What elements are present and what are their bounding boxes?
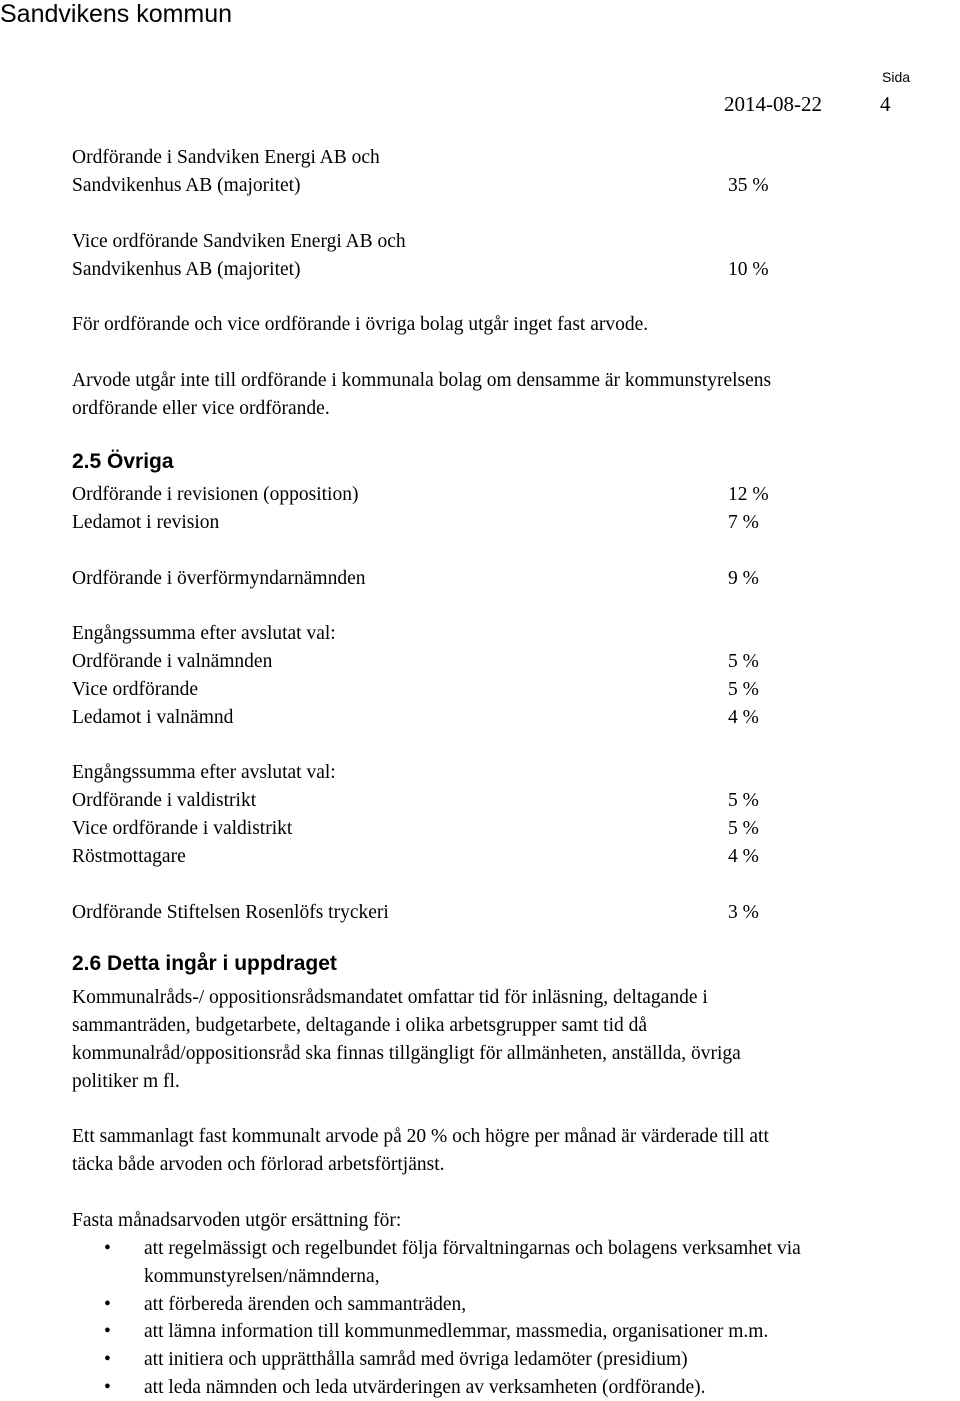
chair-label-line1: Ordförande i Sandviken Energi AB och: [72, 147, 380, 168]
bullet-icon: •: [104, 1349, 111, 1370]
note-other-companies: För ordförande och vice ordförande i övriga bolag utgår inget fast arvode.: [72, 314, 649, 335]
row-pct: 9 %: [728, 568, 759, 589]
paragraph-line: Kommunalråds-/ oppositionsrådsmandatet omfattar tid för inläsning, deltagande i: [72, 987, 708, 1008]
chair-pct: 35 %: [728, 175, 769, 196]
row-label: Ordförande i valdistrikt: [72, 790, 257, 811]
row-label: Ordförande Stiftelsen Rosenlöfs tryckeri: [72, 902, 389, 923]
bullet-text: att förbereda ärenden och sammanträden,: [144, 1294, 467, 1315]
vice-label-line2: Sandvikenhus AB (majoritet): [72, 259, 301, 280]
row-pct: 5 %: [728, 790, 759, 811]
note-municipal-companies-line1: Arvode utgår inte till ordförande i kommunala bolag om densamme är kommunstyrelsens: [72, 370, 772, 391]
row-label: Vice ordförande: [72, 679, 199, 700]
organization-name: Sandvikens kommun: [0, 0, 233, 28]
row-pct: 5 %: [728, 651, 759, 672]
vice-pct: 10 %: [728, 259, 769, 280]
row-label: Ordförande i överförmyndarnämnden: [72, 568, 366, 589]
row-pct: 4 %: [728, 707, 759, 728]
bullet-icon: •: [104, 1377, 111, 1398]
paragraph-line: sammanträden, budgetarbete, deltagande i olika arbetsgrupper samt tid då: [72, 1015, 648, 1036]
row-label: Röstmottagare: [72, 846, 186, 867]
note-municipal-companies-line2: ordförande eller vice ordförande.: [72, 398, 330, 419]
bullet-icon: •: [104, 1238, 111, 1259]
bullet-text: att lämna information till kommunmedlemmar, massmedia, organisationer m.m.: [144, 1321, 769, 1342]
row-pct: 12 %: [728, 484, 769, 505]
bullet-icon: •: [104, 1294, 111, 1315]
paragraph-line: kommunalråd/oppositionsråd ska finnas tillgängligt för allmänheten, anställda, övriga: [72, 1043, 741, 1064]
row-label: Ordförande i revisionen (opposition): [72, 484, 359, 505]
row-label: Ordförande i valnämnden: [72, 651, 273, 672]
row-label: Engångssumma efter avslutat val:: [72, 623, 336, 644]
section-heading-ovriga: 2.5 Övriga: [72, 450, 174, 473]
row-label: Vice ordförande i valdistrikt: [72, 818, 293, 839]
chair-label-line2: Sandvikenhus AB (majoritet): [72, 175, 301, 196]
page-number: 4: [880, 92, 891, 116]
row-label: Ledamot i revision: [72, 512, 220, 533]
bullet-text: att regelmässigt och regelbundet följa förvaltningarnas och bolagens verksamhet via: [144, 1238, 801, 1259]
bullet-text: att initiera och upprätthålla samråd med övriga ledamöter (presidium): [144, 1349, 688, 1370]
paragraph-line: täcka både arvoden och förlorad arbetsförtjänst.: [72, 1154, 445, 1175]
row-pct: 5 %: [728, 679, 759, 700]
row-label: Ledamot i valnämnd: [72, 707, 234, 728]
row-label: Engångssumma efter avslutat val:: [72, 762, 336, 783]
row-pct: 3 %: [728, 902, 759, 923]
document-date: 2014-08-22: [724, 92, 822, 116]
section-heading-detta-ingar: 2.6 Detta ingår i uppdraget: [72, 952, 337, 975]
bullet-text-continuation: kommunstyrelsen/nämnderna,: [144, 1266, 380, 1287]
paragraph-line: politiker m fl.: [72, 1071, 180, 1092]
row-pct: 7 %: [728, 512, 759, 533]
bullet-text: att leda nämnden och leda utvärderingen av verksamheten (ordförande).: [144, 1377, 706, 1398]
row-pct: 5 %: [728, 818, 759, 839]
bullet-icon: •: [104, 1321, 111, 1342]
page-label: Sida: [882, 69, 911, 85]
paragraph-line: Ett sammanlagt fast kommunalt arvode på 20 % och högre per månad är värderade till att: [72, 1126, 769, 1147]
bullets-intro: Fasta månadsarvoden utgör ersättning för:: [72, 1210, 402, 1231]
row-pct: 4 %: [728, 846, 759, 867]
vice-label-line1: Vice ordförande Sandviken Energi AB och: [72, 231, 406, 252]
